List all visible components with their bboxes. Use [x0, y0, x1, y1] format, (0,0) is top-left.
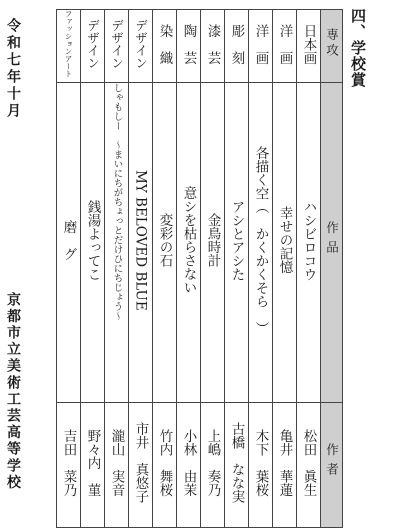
school-name: 京都市立美術工芸高等学校 — [5, 292, 21, 492]
row-2-work: 幸せの記憶 — [273, 82, 297, 402]
header-work: 作品 — [321, 82, 343, 402]
row-11-author: 吉田 菜乃 — [57, 402, 81, 527]
row-1-specialty: 日本画 — [297, 10, 321, 83]
header-author: 作者 — [321, 402, 343, 527]
row-8-specialty: デザイン — [129, 10, 153, 83]
award-table — [56, 9, 343, 528]
row-6-author: 小林 由茉 — [177, 402, 201, 527]
row-7-specialty: 染 織 — [153, 10, 177, 83]
row-11-work: 磨 グ — [57, 82, 81, 402]
row-10-work: 銭湯よってこ — [81, 82, 105, 402]
date-text: 令和七年十月 — [5, 18, 21, 120]
section-title: 四、学校賞 — [349, 8, 367, 88]
row-5-specialty: 漆 芸 — [201, 10, 225, 83]
row-6-work: 意シを枯らさない — [177, 82, 201, 402]
row-5-work: 金鳥時計 — [201, 82, 225, 402]
row-9-work: しゃもしー ～まいにちがちょっとだけひにちじょう～ — [105, 82, 129, 402]
row-1-work: ハシビロコウ — [297, 82, 321, 402]
row-3-work: 各描く空（ かくかくそら ） — [249, 82, 273, 402]
row-2-author: 亀井 華蓮 — [273, 402, 297, 527]
row-11-specialty: ファッションアート — [57, 10, 81, 83]
row-6-specialty: 陶 芸 — [177, 10, 201, 83]
row-9-specialty: デザイン — [105, 10, 129, 83]
row-4-specialty: 彫 刻 — [225, 10, 249, 83]
row-8-author: 市井 真悠子 — [129, 402, 153, 527]
row-1-author: 松田 眞生 — [297, 402, 321, 527]
row-3-specialty: 洋 画 — [249, 10, 273, 83]
row-10-specialty: デザイン — [81, 10, 105, 83]
row-9-author: 瀧山 実音 — [105, 402, 129, 527]
row-7-work: 変彩の石 — [153, 82, 177, 402]
row-5-author: 上嶋 奏乃 — [201, 402, 225, 527]
header-specialty: 専攻 — [321, 10, 343, 83]
row-7-author: 竹内 舞桜 — [153, 402, 177, 527]
row-2-specialty: 洋 画 — [273, 10, 297, 83]
row-8-work: MY BELOVED BLUE — [129, 82, 153, 402]
row-10-author: 野々内 菫 — [81, 402, 105, 527]
row-4-work: アシとアシた — [225, 82, 249, 402]
row-4-author: 古橋 なな実 — [225, 402, 249, 527]
row-3-author: 木下 葉桜 — [249, 402, 273, 527]
